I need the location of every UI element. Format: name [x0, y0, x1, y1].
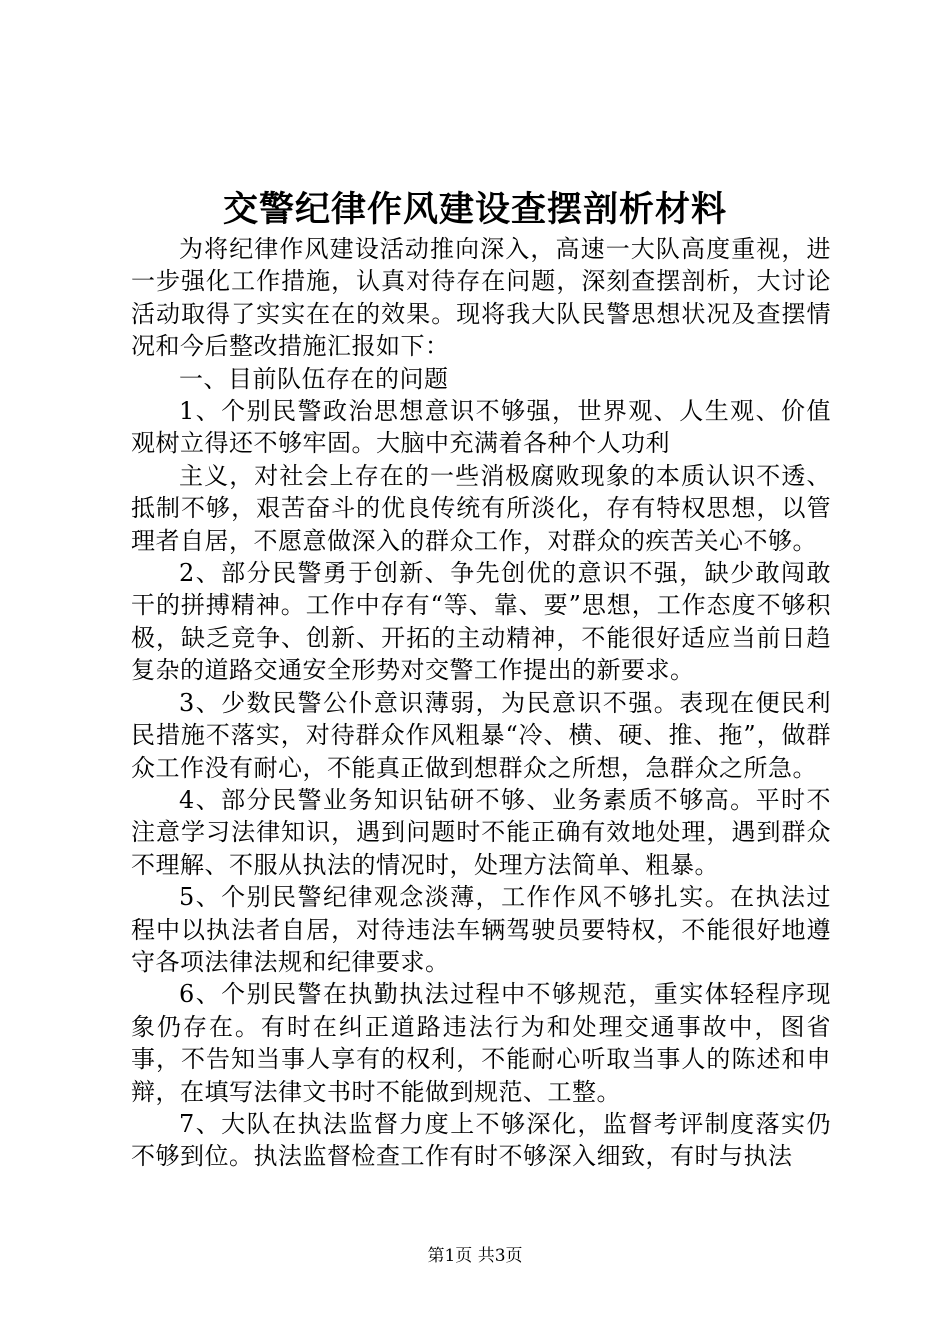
paragraph-item-2: 2、部分民警勇于创新、争先创优的意识不强，缺少敢闯敢干的拼搏精神。工作中存有“等、靠、要”思想，工作态度不够积极，缺乏竞争、创新、开拓的主动精神，不能很好适应当前日趋复杂的道路交通安全形势对交警工作提出的新要求。 [131, 559, 831, 685]
document-body [131, 233, 831, 1173]
paragraph-item-4: 4、部分民警业务知识钻研不够、业务素质不够高。平时不注意学习法律知识，遇到问题时不能正确有效地处理，遇到群众不理解、不服从执法的情况时，处理方法简单、粗暴。 [131, 785, 831, 879]
paragraph-item-1: 1、个别民警政治思想意识不够强，世界观、人生观、价值观树立得还不够牢固。大脑中充满着各种个人功利 [131, 397, 831, 458]
paragraph-item-1-continued: 主义，对社会上存在的一些消极腐败现象的本质认识不透、抵制不够，艰苦奋斗的优良传统有所淡化，存有特权思想，以管理者自居，不愿意做深入的群众工作，对群众的疾苦关心不够。 [131, 461, 831, 555]
document-title: 交警纪律作风建设查摆剖析材料 [222, 189, 727, 230]
paragraph-item-5: 5、个别民警纪律观念淡薄，工作作风不够扎实。在执法过程中以执法者自居，对待违法车辆驾驶员要特权，不能很好地遵守各项法律法规和纪律要求。 [131, 883, 831, 976]
paragraph-item-3: 3、少数民警公仆意识薄弱，为民意识不强。表现在便民利民措施不落实，对待群众作风粗暴“冷、横、硬、推、拖”，做群众工作没有耐心，不能真正做到想群众之所想，急群众之所急。 [131, 688, 831, 782]
page-number: 第1页 共3页 [427, 1246, 523, 1266]
paragraph-item-7: 7、大队在执法监督力度上不够深化，监督考评制度落实仍不够到位。执法监督检查工作有时不够深入细致，有时与执法 [131, 1109, 831, 1171]
paragraph-item-6: 6、个别民警在执勤执法过程中不够规范，重实体轻程序现象仍存在。有时在纠正道路违法行为和处理交通事故中，图省事，不告知当事人享有的权利，不能耐心听取当事人的陈述和申辩，在填写法律文书时不能做到规范、工整。 [131, 980, 831, 1106]
section-heading-problems: 一、目前队伍存在的问题 [179, 364, 449, 393]
paragraph-intro: 为将纪律作风建设活动推向深入，高速一大队高度重视，进一步强化工作措施，认真对待存在问题，深刻查摆剖析，大讨论活动取得了实实在在的效果。现将我大队民警思想状况及查摆情况和今后整改措施汇报如下： [131, 235, 831, 361]
